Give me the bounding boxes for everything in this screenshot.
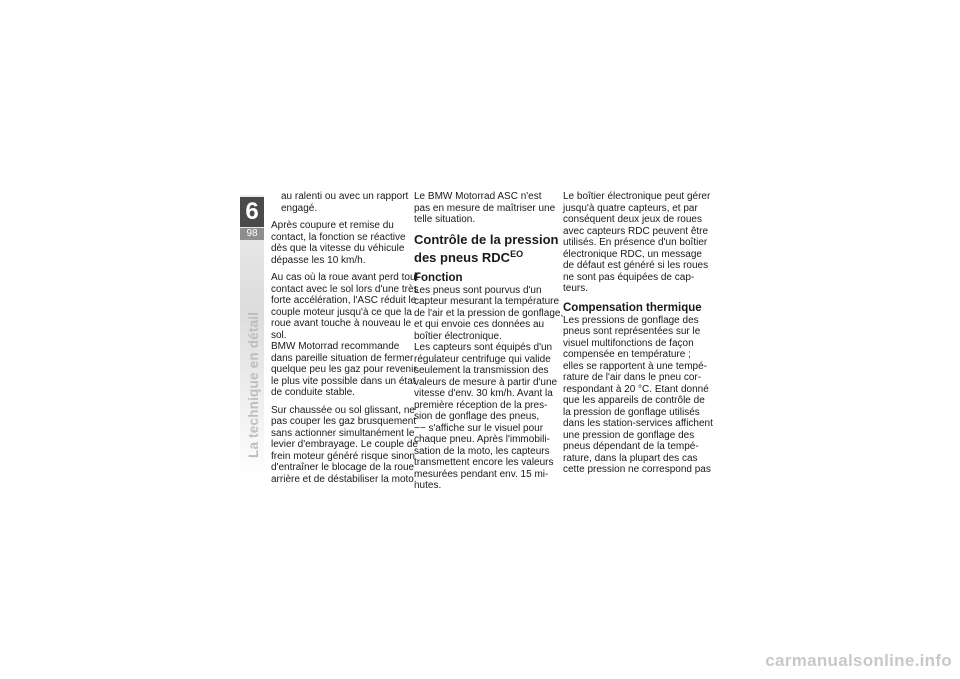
text-line: que les appareils de contrôle de xyxy=(563,395,705,406)
text-line: seulement la transmission des xyxy=(414,365,549,376)
text-line: Sur chaussée ou sol glissant, ne xyxy=(271,404,415,416)
subsection-heading xyxy=(563,301,702,315)
heading-line xyxy=(414,247,549,265)
text-line: rature de l'air dans le pneu cor- xyxy=(563,372,702,383)
text-line: et qui envoie ces données au xyxy=(414,319,545,330)
watermark: carmanualsonline.info xyxy=(765,651,952,670)
text-line: boîtier électronique. xyxy=(414,330,502,342)
text-line: roue avant touche à nouveau le xyxy=(271,318,412,329)
heading-line: Contrôle de la pression xyxy=(414,231,559,247)
section-heading xyxy=(414,231,559,265)
paragraph xyxy=(271,272,419,341)
text-line: électronique RDC, un message xyxy=(563,248,702,260)
text-line: compensée en température ; xyxy=(563,349,691,360)
text-line: pas en mesure de maîtriser une xyxy=(414,202,556,214)
paragraph xyxy=(563,191,711,295)
text-line: Les pneus sont pourvus d'un xyxy=(414,284,542,296)
text-line: contact avec le sol lors d'une très xyxy=(271,283,419,295)
text-line: contact, la fonction se réactive xyxy=(271,231,406,243)
chapter-title: La technique en détail xyxy=(246,311,261,458)
text-line: dans les station-services affichent xyxy=(563,418,713,429)
text-line: sation de la moto, les capteurs xyxy=(414,445,550,457)
text-line: Au cas où la roue avant perd tout xyxy=(271,272,419,283)
text-line: quelque peu les gaz pour revenir xyxy=(271,364,417,375)
text-line: de conduite stable. xyxy=(271,387,355,398)
text-line: dans pareille situation de fermer xyxy=(271,352,414,364)
text-line: pas couper les gaz brusquement xyxy=(271,416,417,427)
text-line: Les capteurs sont équipés d'un xyxy=(414,342,553,353)
text-line: teurs. xyxy=(563,283,589,294)
text-line: rature, dans la plupart des cas xyxy=(563,452,698,464)
text-line: −− s'affiche sur le visuel pour xyxy=(414,422,544,434)
paragraph xyxy=(414,191,556,226)
text-line: arrière et de déstabiliser la moto. xyxy=(271,473,417,485)
text-line: d'entraîner le blocage de la roue xyxy=(271,462,415,473)
text-line: une pression de gonflage des xyxy=(563,429,695,441)
text-line: utilisés. En présence d'un boîtier xyxy=(563,237,708,248)
page-number: 98 xyxy=(240,228,264,240)
chapter-number: 6 xyxy=(240,197,264,227)
text-line: conséquent deux jeux de roues xyxy=(563,214,702,225)
text-line: levier d'embrayage. Le couple de xyxy=(271,439,419,450)
paragraph xyxy=(271,191,409,214)
text-line: frein moteur généré risque sinon xyxy=(271,450,415,462)
text-line: la pression de gonflage utilisés xyxy=(563,406,700,418)
heading-text: des pneus RDC xyxy=(414,249,511,265)
subsection-heading xyxy=(414,271,549,285)
text-line: sol. xyxy=(271,329,287,341)
text-line: chaque pneu. Après l'immobili- xyxy=(414,434,550,445)
text-line: elles se rapportent à une tempé- xyxy=(563,360,707,372)
text-line: forte accélération, l'ASC réduit le xyxy=(271,295,417,306)
text-line: transmettent encore les valeurs xyxy=(414,457,554,468)
text-line: Le BMW Motorrad ASC n'est xyxy=(414,191,542,202)
text-line: Le boîtier électronique peut gérer xyxy=(563,191,711,202)
text-line: BMW Motorrad recommande xyxy=(271,341,400,352)
paragraph xyxy=(271,220,406,266)
text-line: pneus sont représentées sur le xyxy=(563,326,701,337)
paragraph xyxy=(563,314,713,476)
text-line: capteur mesurant la température xyxy=(414,296,560,307)
text-line: pneus dépendant de la tempé- xyxy=(563,441,699,452)
text-line: sion de gonflage des pneus, xyxy=(414,411,540,422)
text-column-3 xyxy=(563,191,713,476)
text-line: ne sont pas équipées de cap- xyxy=(563,271,695,283)
text-line: sans actionner simultanément le xyxy=(271,427,415,439)
text-line: Les pressions de gonflage des xyxy=(563,314,699,326)
paragraph xyxy=(271,404,419,486)
chapter-tab xyxy=(240,195,264,480)
heading-line: Compensation thermique xyxy=(563,301,702,314)
text-line: cette pression ne correspond pas xyxy=(563,464,711,475)
text-line: valeurs de mesure à partir d'une xyxy=(414,376,558,388)
text-column-2 xyxy=(414,191,564,492)
text-line: régulateur centrifuge qui valide xyxy=(414,353,551,365)
text-line: mesurées pendant env. 15 mi- xyxy=(414,468,549,480)
heading-line: Fonction xyxy=(414,271,463,284)
text-line: le plus vite possible dans un état xyxy=(271,375,416,387)
paragraph xyxy=(271,341,417,399)
text-line: engagé. xyxy=(281,202,318,214)
text-line: respondant à 20 °C. Etant donné xyxy=(563,383,709,395)
text-line: Après coupure et remise du xyxy=(271,220,394,231)
paragraph xyxy=(414,284,564,343)
text-line: première réception de la pres- xyxy=(414,399,548,411)
text-column-1 xyxy=(271,191,419,485)
text-line: avec capteurs RDC peuvent être xyxy=(563,225,709,237)
text-line: au ralenti ou avec un rapport xyxy=(281,191,409,202)
text-line: vitesse d'env. 30 km/h. Avant la xyxy=(414,388,553,399)
text-line: visuel multifonctions de façon xyxy=(563,337,694,349)
text-line: dépasse les 10 km/h. xyxy=(271,254,366,266)
text-line: jusqu'à quatre capteurs, et par xyxy=(563,202,698,214)
text-line: nutes. xyxy=(414,480,442,491)
text-line: telle situation. xyxy=(414,214,476,225)
text-line: de l'air et la pression de gonflage, xyxy=(414,307,564,319)
option-mark: EO xyxy=(510,248,524,259)
text-line: couple moteur jusqu'à ce que la xyxy=(271,306,412,318)
text-line: de défaut est généré si les roues xyxy=(563,260,709,271)
text-line: dès que la vitesse du véhicule xyxy=(271,243,405,254)
paragraph xyxy=(414,342,558,492)
